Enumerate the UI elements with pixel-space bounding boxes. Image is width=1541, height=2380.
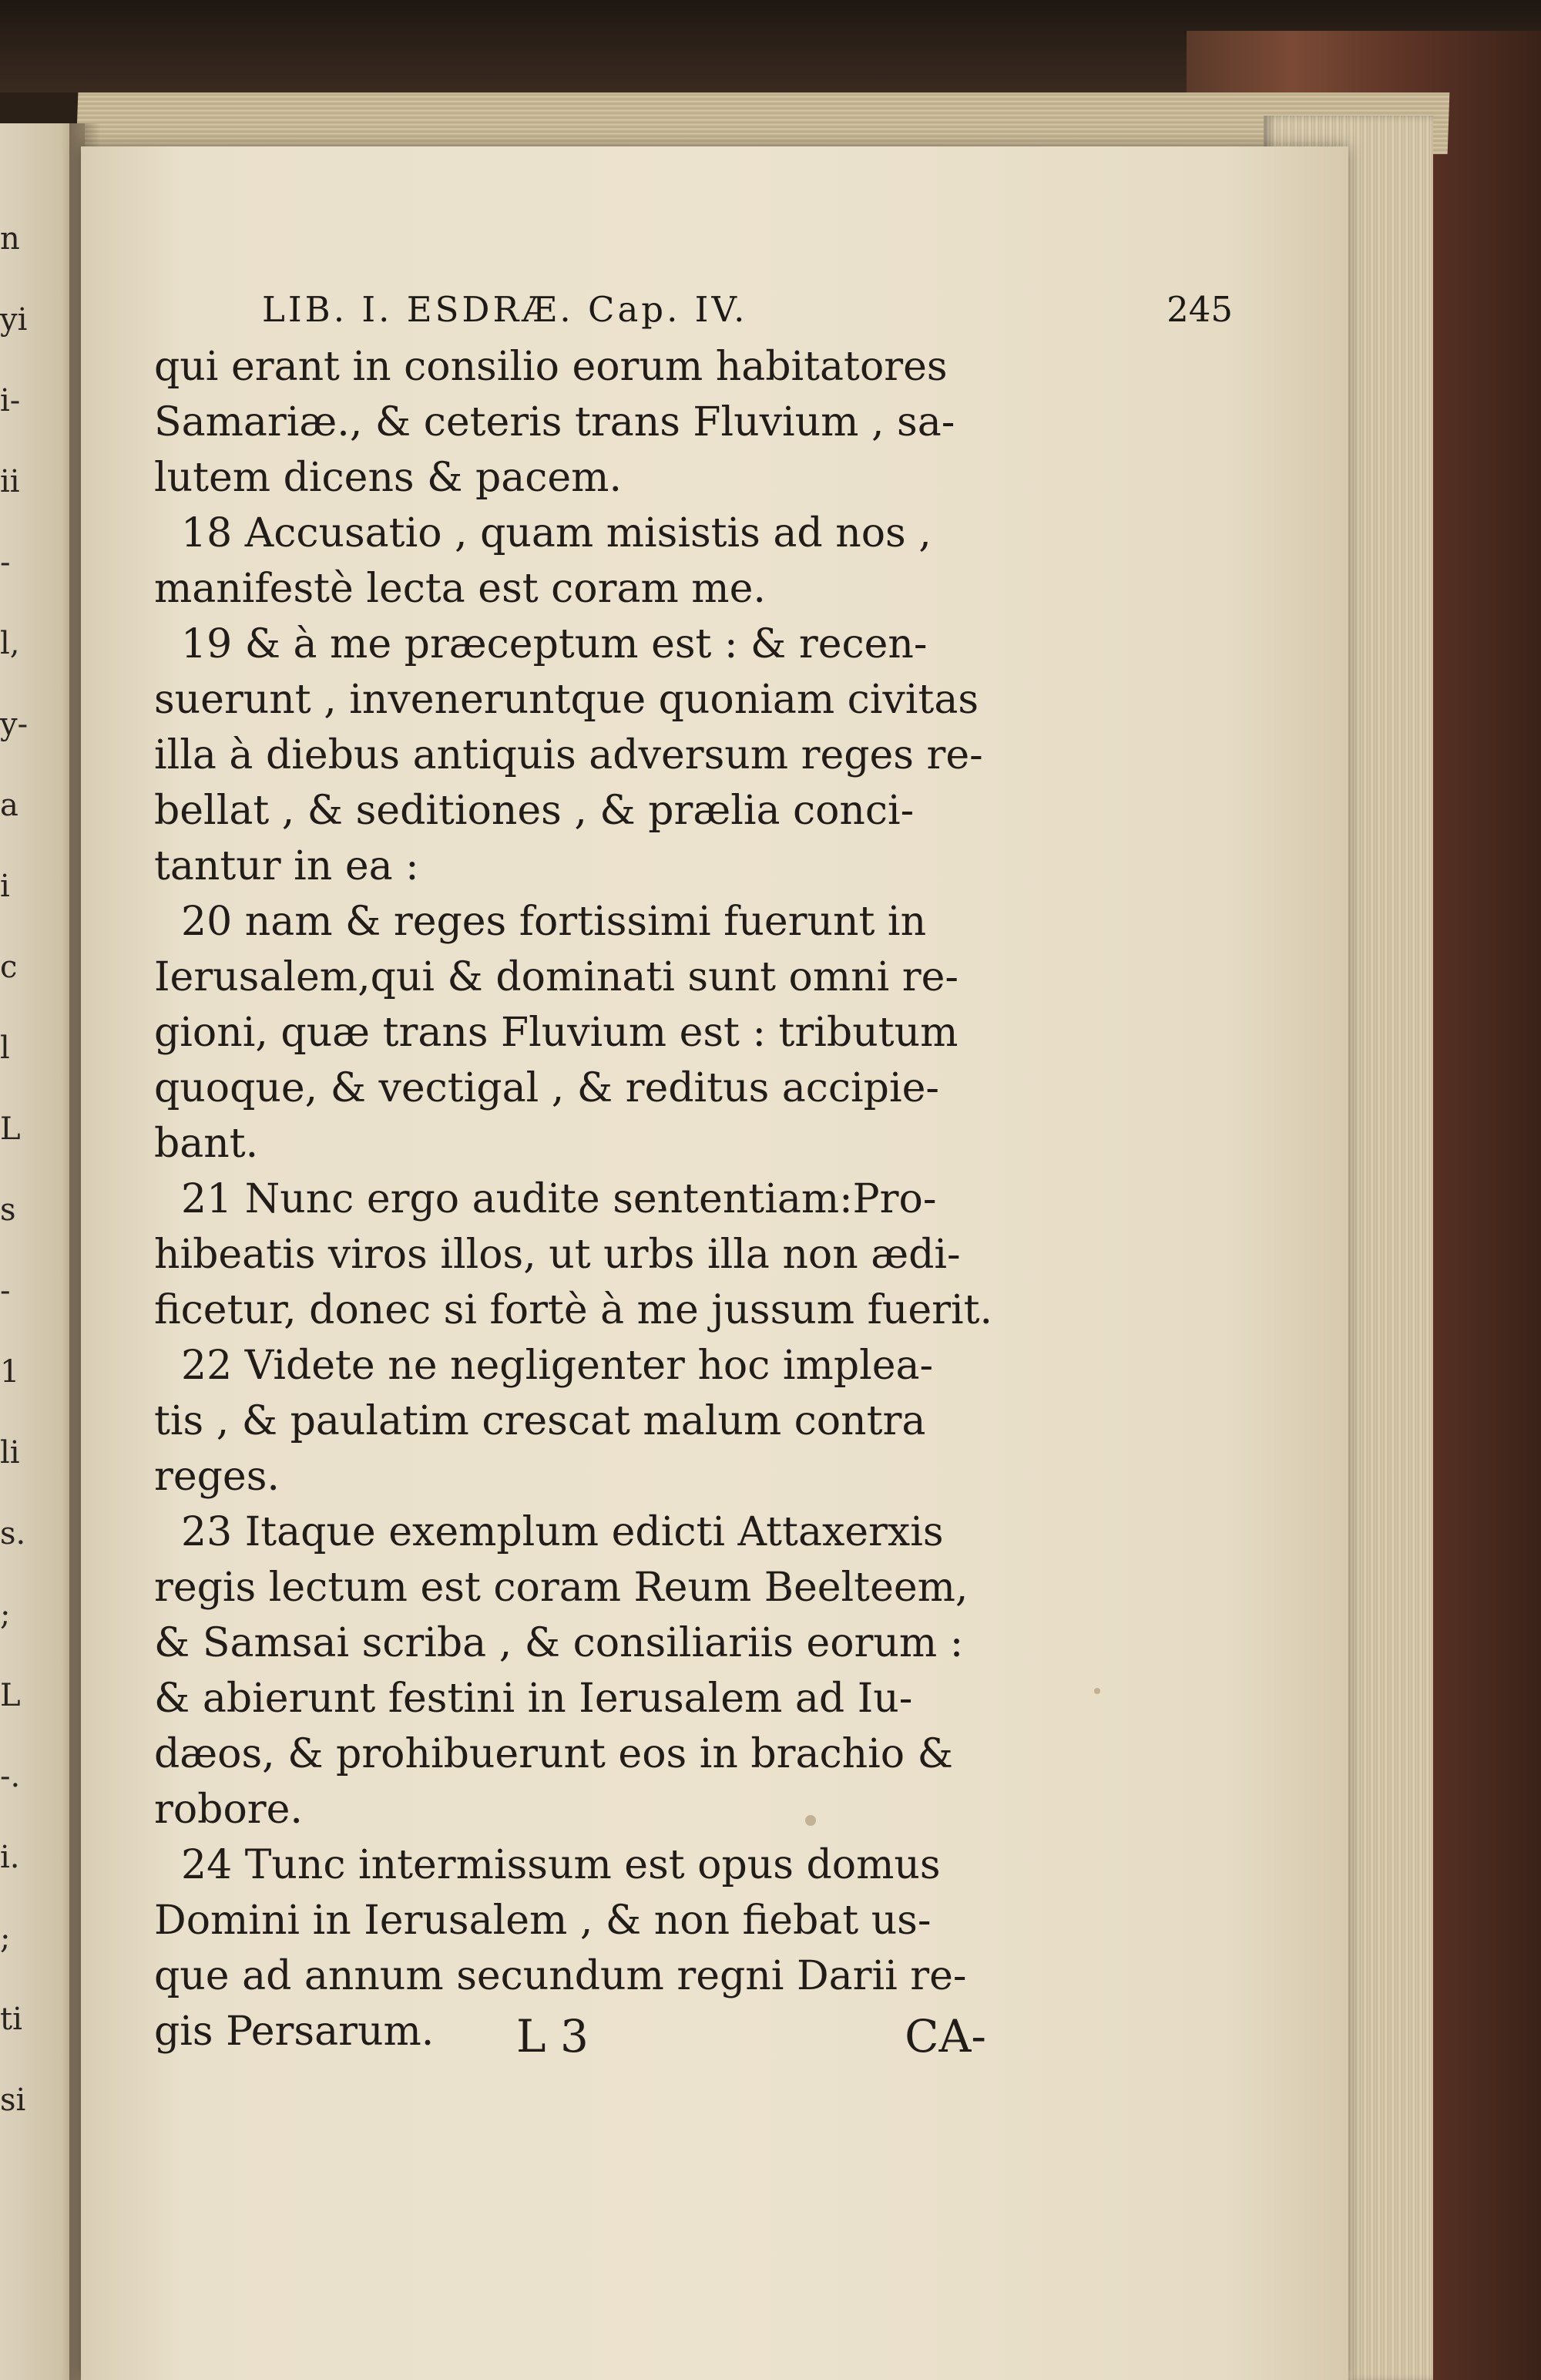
verse-start-20: 20 nam & reges fortissimi fuerunt in [181,899,927,945]
text-line: ficetur, donec si fortè à me jussum fuerit. [154,1287,993,1333]
text-line: manifestè lecta est coram me. [154,566,766,612]
text-line: gioni, quæ trans Fluvium est : tributum [154,1010,959,1056]
text-line: qui erant in consilio eorum habitatores [154,344,948,390]
text-line: lutem dicens & pacem. [154,455,622,501]
text-line: bellat , & seditiones , & prælia conci- [154,788,915,834]
left-page-fragment: - [0,1273,11,1309]
left-page-fragment: L [0,1111,21,1147]
left-page-fragments [0,123,46,2380]
text-line: & Samsai scriba , & consiliariis eorum : [154,1620,964,1666]
running-head [262,287,1233,333]
left-page-fragment: a [0,788,18,823]
verse-start-18: 18 Accusatio , quam misistis ad nos , [181,510,932,556]
left-page-fragment: yi [0,302,28,338]
verse-start-22: 22 Videte ne negligenter hoc implea- [181,1343,934,1389]
text-line: dæos, & prohibuerunt eos in brachio & [154,1731,953,1777]
text-line: Domini in Ierusalem , & non fiebat us- [154,1898,932,1944]
text-line: robore. [154,1787,303,1833]
left-page-fragment: ; [0,1597,11,1632]
text-line: bant. [154,1121,259,1167]
text-line: Ierusalem,qui & dominati sunt omni re- [154,954,959,1000]
left-page-fragment: s. [0,1516,26,1551]
signature-mark: L 3 [516,2010,589,2062]
catchword: CA- [905,2010,986,2062]
page-edges-top [76,92,1450,154]
left-page-fragment: 1 [0,1354,20,1390]
running-head-title: LIB. I. ESDRÆ. Cap. IV. [262,289,748,330]
text-line: & abierunt festini in Ierusalem ad Iu- [154,1676,913,1722]
left-page-fragment: ii [0,464,20,499]
text-line: que ad annum secundum regni Darii re- [154,1953,967,1999]
text-line: regis lectum est coram Reum Beelteem, [154,1565,969,1611]
text-line: tis , & paulatim crescat malum contra [154,1398,926,1444]
left-page-fragment: li [0,1435,20,1471]
left-page-fragment: y- [0,707,29,742]
text-line: suerunt , inveneruntque quoniam civitas [154,677,979,723]
left-page-fragment: L [0,1678,21,1713]
left-page-fragment: - [0,545,11,580]
page-footer [154,2005,986,2067]
text-line: reges. [154,1454,280,1500]
verse-start-24: 24 Tunc intermissum est opus domus [181,1842,941,1888]
left-page-fragment: i. [0,1840,20,1875]
left-page-fragment: i- [0,383,21,419]
foxing-spot [1094,1688,1100,1694]
left-page-fragment: ti [0,2002,22,2037]
text-line: Samariæ., & ceteris trans Fluvium , sa- [154,399,955,445]
verse-start-23: 23 Itaque exemplum edicti Attaxerxis [181,1509,944,1555]
left-page-fragment: n [0,221,20,257]
verse-start-19: 19 & à me præceptum est : & recen- [181,621,928,667]
left-page-fragment: c [0,950,18,985]
text-line: gis Persarum. [154,2009,435,2055]
text-line: tantur in ea : [154,843,419,889]
left-page-fragment: si [0,2082,26,2118]
left-page-fragment: i [0,869,10,904]
left-page-fragment: l [0,1030,10,1066]
left-page-fragment: l, [0,626,20,661]
text-line: hibeatis viros illos, ut urbs illa non ædi- [154,1232,961,1278]
left-page-fragment: s [0,1192,16,1228]
text-line: quoque, & vectigal , & reditus accipie- [154,1065,939,1111]
text-block [154,339,993,2059]
left-page-fragment: -. [0,1759,21,1794]
left-page-fragment: ; [0,1921,11,1956]
verse-start-21: 21 Nunc ergo audite sententiam:Pro- [181,1176,937,1222]
text-line: illa à diebus antiquis adversum reges re- [154,732,983,778]
page-number: 245 [1167,289,1233,330]
